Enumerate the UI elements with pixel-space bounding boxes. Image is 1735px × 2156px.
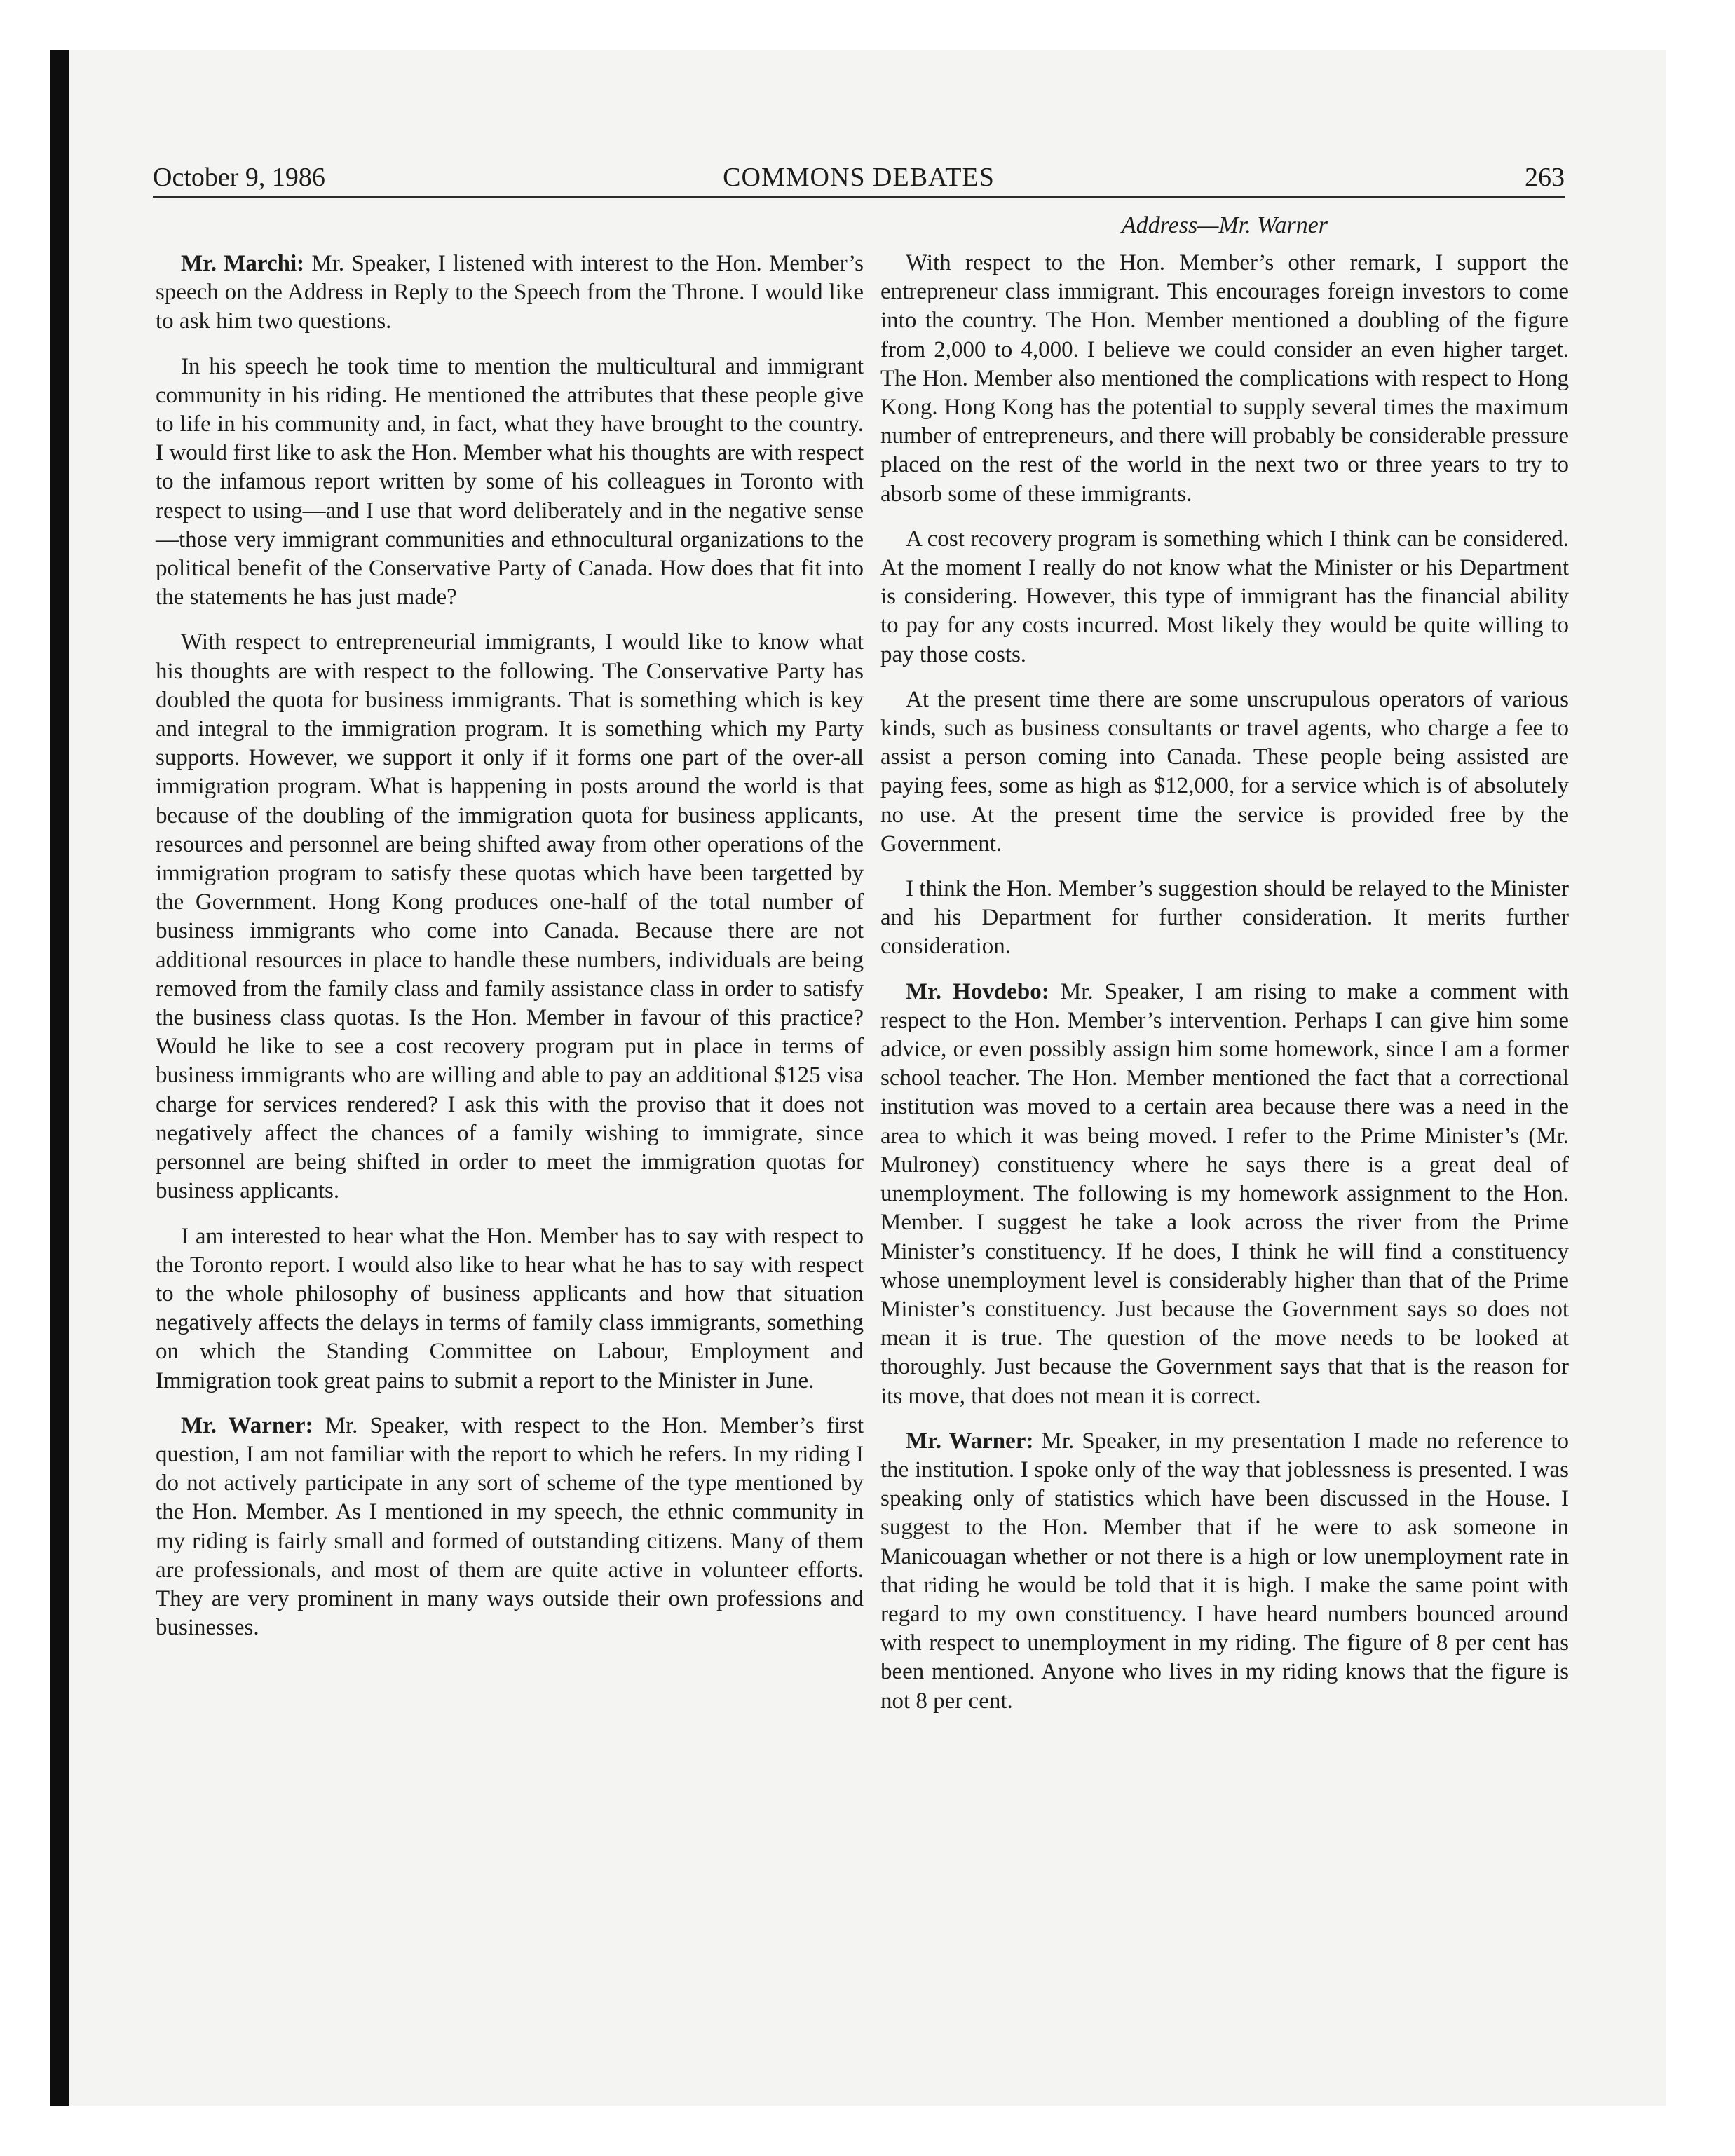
paragraph-text: A cost recovery program is something which I think can be considered. At the moment I really do not know what the Minister or his Department is considering. However, this type of immigrant has the financial ability to pay for any costs incurred. Most likely they would be quite willing to pay those costs.: [880, 526, 1569, 667]
paragraph: [880, 525, 1569, 669]
speaker-name: Mr. Warner:: [906, 1428, 1034, 1454]
paragraph: [880, 1427, 1569, 1716]
paragraph-text: I think the Hon. Member’s suggestion should be relayed to the Minister and his Department for further consideration. It merits further consideration.: [880, 876, 1569, 960]
paragraph: [880, 685, 1569, 859]
page-header: [153, 156, 1565, 198]
paragraph-text: Mr. Speaker, I am rising to make a comment with respect to the Hon. Member’s intervention. Perhaps I can give him some advice, or even possibly assign him some homework, since I am a former school teacher. The Hon. Member mentioned the fact that a correctional institution was moved to a certain area because there was a need in the area to which it was being moved. I refer to the Prime Minister’s (Mr. Mulroney) constituency where he says there is a great deal of unemployment. The following is my homework assignment to the Hon. Member. I suggest he take a look across the river from the Prime Minister’s constituency. If he does, I think he will find a constituency whose unemployment level is considerably higher than that of the Prime Minister’s constituency. Just because the Government says so does not mean it is true. The question of the move needs to be looked at thoroughly. Just because the Government says that that is the reason for its move, that does not mean it is correct.: [880, 978, 1569, 1409]
paragraph: [156, 628, 864, 1206]
paragraph: [880, 875, 1569, 962]
paragraph: [880, 978, 1569, 1411]
speaker-name: Mr. Marchi:: [181, 251, 305, 276]
left-column: [156, 250, 864, 1658]
paragraph: [156, 250, 864, 336]
paragraph-text: With respect to entrepreneurial immigrants, I would like to know what his thoughts are with respect to the following. The Conservative Party has doubled the quota for business immigrants. That is something which is key and integral to the immigration program. It is something which my Party supports. However, we support it only if it forms one part of the over-all immigration program. What is happening in posts around the world is that because of the doubling of the immigration quota for business applicants, resources and personnel are being shifted away from other operations of the immigration program to satisfy these quotas which have been targetted by the Government. Hong Kong produces one-half of the total number of business immigrants who come into Canada. Because there are not additional resources in place to handle these numbers, individuals are being removed from the family class and family assistance class in order to satisfy the business class quotas. Is the Hon. Member in favour of this practice? Would he like to see a cost recovery program put in place in terms of business immigrants who are willing and able to pay an additional $125 visa charge for services rendered? I ask this with the proviso that it does not negatively affect the chances of a family wishing to immigrate, since personnel are being shifted in order to meet the immigration quotas for business applicants.: [156, 629, 864, 1204]
paragraph: [880, 249, 1569, 509]
paragraph-text: Mr. Speaker, I listened with interest to the Hon. Member’s speech on the Address in Reply to the Speech from the Throne. I would like to ask him two questions.: [156, 251, 864, 334]
speaker-name: Mr. Warner:: [181, 1412, 313, 1438]
paragraph: [156, 353, 864, 613]
header-page-number: 263: [1525, 163, 1565, 192]
right-column: [880, 249, 1569, 1732]
paragraph-text: With respect to the Hon. Member’s other remark, I support the entrepreneur class immigrant. This encourages foreign investors to come into the country. The Hon. Member mentioned a doubling of the figure from 2,000 to 4,000. I believe we could consider an even higher target. The Hon. Member also mentioned the complications with respect to Hong Kong. Hong Kong has the potential to supply several times the maximum number of entrepreneurs, and there will probably be considerable pressure placed on the rest of the world in the next two or three years to try to absorb some of these immigrants.: [880, 250, 1569, 507]
scan-binding-edge: [50, 50, 69, 2106]
paragraph-text: Mr. Speaker, in my presentation I made no reference to the institution. I spoke only of the way that joblessness is presented. I was speaking only of statistics which have been discussed in the House. I suggest to the Hon. Member that if he were to ask someone in Manicouagan whether or not there is a high or low unemployment rate in that riding he would be told that it is high. I make the same point with regard to my own constituency. I have heard numbers bounced around with respect to unemployment in my riding. The figure of 8 per cent has been mentioned. Anyone who lives in my riding knows that the figure is not 8 per cent.: [880, 1428, 1569, 1714]
paragraph-text: I am interested to hear what the Hon. Member has to say with respect to the Toronto report. I would also like to hear what he has to say with respect to the whole philosophy of business applicants and how that situation negatively affects the delays in terms of family class immigrants, something on which the Standing Committee on Labour, Employment and Immigration took great pains to submit a report to the Minister in June.: [156, 1223, 864, 1393]
paragraph-text: At the present time there are some unscrupulous operators of various kinds, such as business consultants or travel agents, who charge a fee to assist a person coming into Canada. These people being assisted are paying fees, some as high as $12,000, for a service which is of absolutely no use. At the present time the service is provided free by the Government.: [880, 686, 1569, 857]
paragraph: [156, 1222, 864, 1396]
running-head: Address—Mr. Warner: [1121, 212, 1328, 238]
paragraph-text: In his speech he took time to mention the multicultural and immigrant community in his riding. He mentioned the attributes that these people give to life in his community and, in fact, what they have brought to the country. I would first like to ask the Hon. Member what his thoughts are with respect to the infamous report written by some of his colleagues in Toronto with respect to using—and I use that word deliberately and in the negative sense—those very immigrant communities and ethnocultural organizations to the political benefit of the Conservative Party of Canada. How does that fit into the statements he has just made?: [156, 353, 864, 610]
paragraph: [156, 1412, 864, 1643]
header-date: October 9, 1986: [153, 163, 325, 192]
paragraph-text: Mr. Speaker, with respect to the Hon. Member’s first question, I am not familiar with the report to which he refers. In my riding I do not actively participate in any sort of scheme of the type mentioned by the Hon. Member. As I mentioned in my speech, the ethnic community in my riding is fairly small and formed of outstanding citizens. Many of them are professionals, and most of them are quite active in volunteer efforts. They are very prominent in many ways outside their own professions and businesses.: [156, 1412, 864, 1641]
speaker-name: Mr. Hovdebo:: [906, 978, 1049, 1004]
header-publication-title: COMMONS DEBATES: [723, 163, 995, 192]
